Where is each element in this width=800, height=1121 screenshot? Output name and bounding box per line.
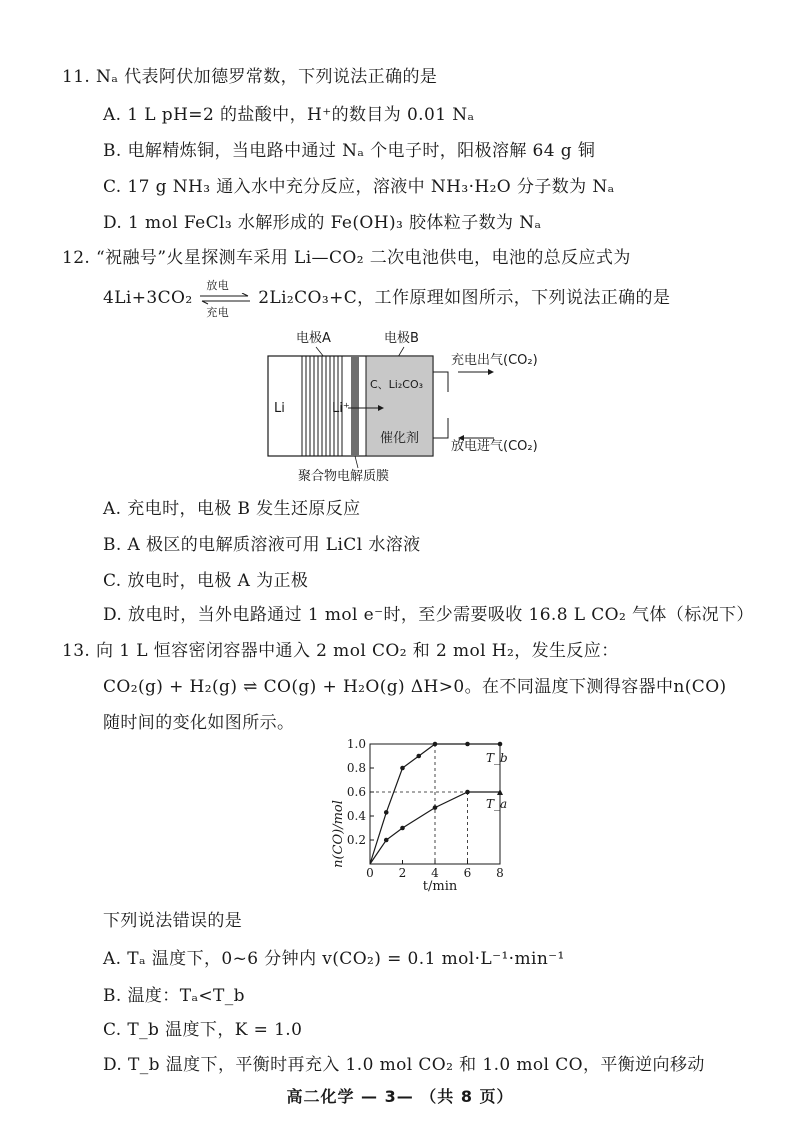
y-tick-label: 1.0 bbox=[346, 737, 366, 751]
q12-stem-line1: 12. “祝融号”火星探测车采用 Li—CO₂ 二次电池供电，电池的总反应式为 bbox=[62, 248, 631, 268]
y-tick-label: 0.6 bbox=[346, 785, 366, 799]
cathode-material-label: C、Li₂CO₃ bbox=[370, 378, 424, 391]
page-footer: 高二化学 — 3— （共 8 页） bbox=[286, 1087, 514, 1106]
data-point-T_a bbox=[384, 838, 389, 843]
chart-xlabel: t/min bbox=[422, 879, 458, 894]
electrode-a-label: 电极A bbox=[296, 331, 331, 346]
x-tick-label: 0 bbox=[366, 866, 374, 880]
q13-option-b[interactable]: B. 温度：Tₐ<T_b bbox=[103, 986, 245, 1006]
y-tick-label: 0.2 bbox=[346, 833, 366, 847]
q12-eq-left: 4Li+3CO₂ bbox=[103, 288, 193, 308]
y-tick-label: 0.8 bbox=[346, 761, 366, 775]
q12-eq-right: 2Li₂CO₃+C，工作原理如图所示，下列说法正确的是 bbox=[258, 288, 671, 308]
q12-eq-bottom: 充电 bbox=[206, 305, 230, 319]
x-tick-label: 4 bbox=[431, 866, 439, 880]
data-point-T_b bbox=[384, 810, 389, 815]
q12-option-c[interactable]: C. 放电时，电极 A 为正极 bbox=[103, 571, 309, 591]
discharge-in-label: 放电进气(CO₂) bbox=[451, 439, 538, 454]
q12-option-d[interactable]: D. 放电时，当外电路通过 1 mol e⁻时，至少需要吸收 16.8 L CO₂ 气体（标况下） bbox=[103, 605, 754, 625]
q13-stem-line2: CO₂(g) + H₂(g) ⇌ CO(g) + H₂O(g) ΔH>0。在不同温度下测得容器中n(CO) bbox=[103, 677, 727, 697]
q13-option-d[interactable]: D. T_b 温度下，平衡时再充入 1.0 mol CO₂ 和 1.0 mol CO，平衡逆向移动 bbox=[103, 1055, 705, 1075]
membrane-label: 聚合物电解质膜 bbox=[298, 469, 390, 484]
q12-option-b[interactable]: B. A 极区的电解质溶液可用 LiCl 水溶液 bbox=[103, 535, 421, 555]
q11-option-a[interactable]: A. 1 L pH=2 的盐酸中，H⁺的数目为 0.01 Nₐ bbox=[103, 105, 475, 125]
q13-stem-line3: 随时间的变化如图所示。 bbox=[103, 713, 295, 733]
li-ion-label: Li⁺ bbox=[332, 401, 350, 416]
q13-stem-line1: 13. 向 1 L 恒容密闭容器中通入 2 mol CO₂ 和 2 mol H₂，发生反应： bbox=[62, 641, 619, 661]
q12-eq-top: 放电 bbox=[206, 278, 230, 292]
q12-eq-arrow bbox=[198, 278, 252, 319]
q11-stem: 11. Nₐ 代表阿伏加德罗常数，下列说法正确的是 bbox=[62, 67, 438, 87]
data-point-T_b bbox=[416, 754, 421, 759]
q13-prompt: 下列说法错误的是 bbox=[103, 911, 243, 931]
electrode-b-label: 电极B bbox=[384, 331, 419, 346]
y-tick-label: 0.4 bbox=[346, 809, 366, 823]
q11-option-d[interactable]: D. 1 mol FeCl₃ 水解形成的 Fe(OH)₃ 胶体粒子数为 Nₐ bbox=[103, 213, 542, 233]
series-label-T_a: T_a bbox=[486, 797, 508, 811]
x-tick-label: 2 bbox=[398, 866, 407, 880]
data-point-T_b bbox=[498, 742, 503, 747]
q12-option-a[interactable]: A. 充电时，电极 B 发生还原反应 bbox=[103, 499, 361, 519]
series-label-T_b: T_b bbox=[486, 751, 508, 765]
q13-option-c[interactable]: C. T_b 温度下，K = 1.0 bbox=[103, 1020, 303, 1040]
data-point-T_b bbox=[400, 766, 405, 771]
q11-option-c[interactable]: C. 17 g NH₃ 通入水中充分反应，溶液中 NH₃·H₂O 分子数为 Nₐ bbox=[103, 177, 615, 197]
data-point-T_a bbox=[400, 826, 405, 831]
q11-option-b[interactable]: B. 电解精炼铜，当电路中通过 Nₐ 个电子时，阳极溶解 64 g 铜 bbox=[103, 141, 596, 161]
li-label: Li bbox=[274, 401, 285, 416]
data-point-T_a bbox=[465, 790, 470, 795]
chart-ylabel: n(CO)/mol bbox=[331, 800, 346, 868]
x-tick-label: 8 bbox=[496, 866, 504, 880]
ncO-time-chart bbox=[326, 736, 516, 894]
catalyst-label: 催化剂 bbox=[380, 431, 420, 446]
data-point-T_a bbox=[433, 805, 438, 810]
x-tick-label: 6 bbox=[463, 866, 472, 880]
battery-diagram bbox=[258, 322, 578, 484]
polymer-membrane bbox=[351, 356, 359, 456]
q13-option-a[interactable]: A. Tₐ 温度下，0~6 分钟内 v(CO₂) = 0.1 mol·L⁻¹·min⁻¹ bbox=[103, 949, 565, 969]
data-point-T_b bbox=[433, 742, 438, 747]
data-point-T_b bbox=[465, 742, 470, 747]
q12-equation bbox=[103, 278, 671, 319]
charge-out-label: 充电出气(CO₂) bbox=[451, 353, 538, 368]
